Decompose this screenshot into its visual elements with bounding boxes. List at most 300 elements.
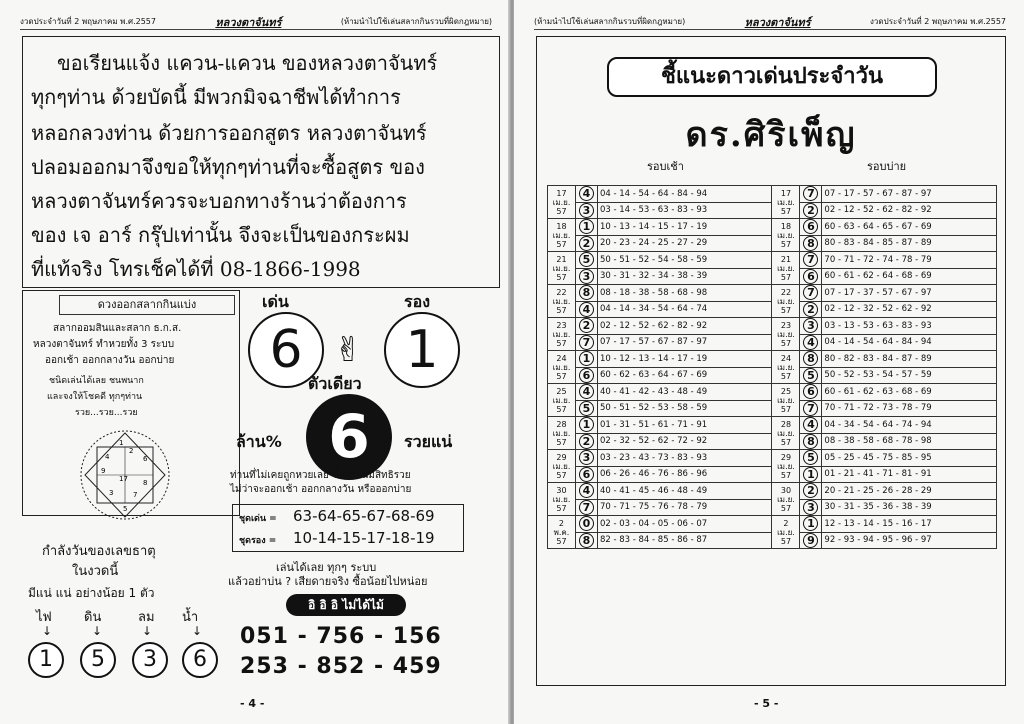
lead-digit: 5: [803, 368, 818, 383]
second-digit-circle: 1: [384, 312, 460, 388]
digit-cell: [575, 318, 597, 335]
date-mon: เม.ย.: [552, 428, 571, 438]
lead-digit: 6: [579, 368, 594, 383]
lead-digit: 3: [579, 269, 594, 284]
digit-cell: [575, 351, 597, 368]
second-label: รอง: [404, 292, 431, 311]
table-row: [548, 516, 997, 533]
lead-digit: 8: [803, 351, 818, 366]
lead-digit: 8: [803, 236, 818, 251]
date-mon: เม.ย.: [552, 197, 571, 207]
lead-digit: 6: [803, 384, 818, 399]
table-row: [548, 318, 997, 335]
number-set: 70 - 71 - 72 - 73 - 78 - 79: [822, 400, 997, 417]
date-yr: 57: [780, 470, 792, 480]
date-yr: 57: [780, 272, 792, 282]
lead-digit: 2: [579, 236, 594, 251]
digit-cell: [575, 202, 597, 219]
digit-cell: [800, 532, 822, 549]
lead-digit: 8: [579, 533, 594, 548]
set-play-label: ชุดเด่น =: [239, 514, 277, 524]
lead-digit: 1: [803, 467, 818, 482]
number-set: 07 - 17 - 57 - 67 - 87 - 97: [822, 186, 997, 203]
number-set: 08 - 38 - 58 - 68 - 78 - 98: [822, 433, 997, 450]
date-yr: 57: [780, 437, 792, 447]
lotto-line: ชนิดเล่นได้เลย ชนพนาก: [49, 376, 144, 386]
notice-line: หลอกลวงท่าน ด้วยการออกสูตร หลวงตาจันทร์: [31, 121, 427, 145]
date-yr: 57: [780, 239, 792, 249]
digit-cell: [575, 334, 597, 351]
lead-digit: 7: [803, 285, 818, 300]
number-set: 02 - 12 - 52 - 62 - 82 - 92: [822, 202, 997, 219]
digit-cell: [800, 483, 822, 500]
number-set: 30 - 31 - 35 - 36 - 38 - 39: [822, 499, 997, 516]
date-mon: เม.ย.: [777, 329, 795, 339]
date-mon: เม.ย.: [777, 494, 795, 504]
three-digit-number: 051: [240, 624, 289, 649]
number-set: 10 - 13 - 14 - 15 - 17 - 19: [597, 219, 772, 236]
banner-badge: อิ อิ อิ ไม่ได้ไม้: [286, 594, 406, 616]
date-mon: เม.ย.: [552, 263, 571, 273]
number-set: 80 - 82 - 83 - 84 - 87 - 89: [822, 351, 997, 368]
table-row: [548, 351, 997, 368]
right-header-brand: หลวงตาจันทร์: [744, 15, 811, 29]
date-mon: เม.ย.: [777, 263, 795, 273]
date-day: 29: [780, 452, 792, 462]
number-set: 04 - 14 - 34 - 54 - 64 - 74: [597, 301, 772, 318]
lead-digit: 4: [579, 483, 594, 498]
lead-digit: 1: [579, 219, 594, 234]
right-page: [514, 0, 1024, 724]
digit-cell: [800, 450, 822, 467]
date-day: 29: [556, 452, 567, 462]
lead-digit: 2: [579, 434, 594, 449]
date-cell: [772, 186, 800, 219]
date-mon: เม.ย.: [777, 527, 795, 537]
date-day: 2: [558, 518, 565, 528]
number-set: 05 - 25 - 45 - 75 - 85 - 95: [822, 450, 997, 467]
date-day: 24: [780, 353, 792, 363]
lead-digit: 0: [579, 516, 594, 531]
lead-digit: 2: [579, 318, 594, 333]
three-digit-number: 756: [316, 624, 366, 649]
date-yr: 57: [556, 206, 567, 216]
date-day: 2: [783, 518, 789, 528]
date-cell: [548, 384, 576, 417]
number-set: 03 - 14 - 53 - 63 - 83 - 93: [597, 202, 772, 219]
lead-digit: 5: [579, 252, 594, 267]
left-header-date: งวดประจำวันที่ 2 พฤษภาคม พ.ศ.2557: [20, 17, 156, 26]
lead-digit: 1: [803, 516, 818, 531]
rich-label: รวยแน่: [404, 432, 453, 451]
date-mon: เม.ย.: [777, 197, 795, 207]
lead-digit: 8: [579, 285, 594, 300]
date-day: 22: [556, 287, 567, 297]
date-cell: [548, 219, 576, 252]
number-set: 60 - 63 - 64 - 65 - 67 - 69: [822, 219, 997, 236]
element-name: ลม: [138, 610, 155, 625]
digit-cell: [800, 384, 822, 401]
number-set: 60 - 61 - 62 - 64 - 68 - 69: [822, 268, 997, 285]
left-header-brand: หลวงตาจันทร์: [215, 15, 282, 29]
three-digit-row: 051 - 756 - 156: [240, 624, 442, 649]
table-row: [548, 252, 997, 269]
lead-digit: 7: [579, 335, 594, 350]
morning-label: รอบเช้า: [647, 160, 684, 173]
lead-digit: 3: [579, 203, 594, 218]
digit-cell: [800, 202, 822, 219]
set-second-label: ชุดรอง =: [239, 536, 277, 546]
three-digit-number: 253: [240, 654, 289, 679]
lead-digit: 6: [579, 467, 594, 482]
promo-line: ท่านที่ไม่เคยถูกหวยเลย ซื้อตรงนี้มีสิทธิรวย: [230, 470, 411, 481]
date-cell: [772, 450, 800, 483]
digit-cell: [800, 400, 822, 417]
date-cell: [548, 186, 576, 219]
digit-cell: [575, 417, 597, 434]
digit-cell: [800, 499, 822, 516]
date-cell: [548, 516, 576, 549]
table-row: [548, 450, 997, 467]
number-set: 20 - 23 - 24 - 25 - 27 - 29: [597, 235, 772, 252]
lead-digit: 7: [579, 500, 594, 515]
number-set: 03 - 23 - 43 - 73 - 83 - 93: [597, 450, 772, 467]
date-mon: เม.ย.: [777, 296, 795, 306]
lead-digit: 7: [803, 252, 818, 267]
digit-cell: [575, 466, 597, 483]
date-yr: 57: [780, 305, 792, 315]
set-second-numbers: 10-14-15-17-18-19: [293, 529, 435, 547]
prediction-frame: [536, 36, 1006, 686]
lead-digit: 1: [579, 417, 594, 432]
notice-line: ปลอมออกมาจึงขอให้ทุกๆท่านที่จะซื้อสูตร ของ: [31, 155, 425, 179]
number-set: 92 - 93 - 94 - 95 - 96 - 97: [822, 532, 997, 549]
date-mon: เม.ย.: [777, 395, 795, 405]
number-set: 12 - 13 - 14 - 15 - 16 - 17: [822, 516, 997, 533]
date-mon: เม.ย.: [552, 362, 571, 372]
lotto-line: หลวงตาจันทร์ ทำหวยทั้ง 3 ระบบ: [33, 339, 175, 350]
date-cell: [772, 417, 800, 450]
number-set: 02 - 12 - 32 - 52 - 62 - 92: [822, 301, 997, 318]
number-set: 08 - 18 - 38 - 58 - 68 - 98: [597, 285, 772, 302]
set-box: [232, 504, 464, 552]
date-day: 28: [780, 419, 792, 429]
digit-cell: [575, 433, 597, 450]
table-row: [548, 285, 997, 302]
date-mon: เม.ย.: [552, 395, 571, 405]
wheel-number: 8: [143, 479, 148, 487]
date-cell: [548, 450, 576, 483]
element-digit: 5: [80, 642, 116, 678]
date-day: 17: [780, 188, 792, 198]
date-mon: เม.ย.: [777, 362, 795, 372]
number-set: 04 - 14 - 54 - 64 - 84 - 94: [822, 334, 997, 351]
wheel-number: 9: [101, 467, 106, 475]
three-digit-row: 253 - 852 - 459: [240, 654, 442, 679]
lead-digit: 3: [803, 500, 818, 515]
date-yr: 57: [780, 371, 792, 381]
date-yr: 57: [556, 503, 567, 513]
element-title: กำลังวันของเลขธาตุ: [42, 544, 156, 559]
date-yr: 57: [556, 437, 567, 447]
digit-cell: [800, 301, 822, 318]
left-header: [20, 14, 492, 30]
lead-digit: 2: [803, 483, 818, 498]
lead-digit: 6: [803, 269, 818, 284]
date-day: 21: [780, 254, 792, 264]
date-yr: 57: [556, 239, 567, 249]
page-title: ชี้แนะดาวเด่นประจำวัน: [607, 57, 937, 97]
date-mon: เม.ย.: [552, 494, 571, 504]
lead-digit: 3: [803, 318, 818, 333]
number-set: 07 - 17 - 37 - 57 - 67 - 97: [822, 285, 997, 302]
wheel-number: 6: [143, 455, 148, 463]
number-set: 04 - 34 - 54 - 64 - 74 - 94: [822, 417, 997, 434]
play-all-line: เล่นได้เลย ทุกๆ ระบบ: [276, 561, 377, 574]
wheel-number: 3: [109, 489, 114, 497]
digit-cell: [800, 516, 822, 533]
number-set: 02 - 32 - 52 - 62 - 72 - 92: [597, 433, 772, 450]
element-name: ดิน: [84, 610, 102, 625]
digit-cell: [575, 186, 597, 203]
number-set: 20 - 21 - 25 - 26 - 28 - 29: [822, 483, 997, 500]
digit-cell: [575, 285, 597, 302]
date-yr: 57: [556, 470, 567, 480]
right-header-date: งวดประจำวันที่ 2 พฤษภาคม พ.ศ.2557: [870, 17, 1006, 26]
lead-digit: 8: [803, 434, 818, 449]
lottery-section: [22, 290, 500, 684]
three-digit-number: 459: [392, 654, 442, 679]
date-cell: [772, 483, 800, 516]
notice-line: ขอเรียนแจ้ง แควน-แควน ของหลวงตาจันทร์: [57, 51, 438, 75]
date-day: 23: [556, 320, 567, 330]
three-digit-number: 852: [316, 654, 366, 679]
number-set: 02 - 03 - 04 - 05 - 06 - 07: [597, 516, 772, 533]
number-set: 30 - 31 - 32 - 34 - 38 - 39: [597, 268, 772, 285]
date-mon: พ.ค.: [553, 527, 570, 537]
date-cell: [548, 483, 576, 516]
page-number: - 5 -: [754, 697, 779, 710]
number-set: 07 - 17 - 57 - 67 - 87 - 97: [597, 334, 772, 351]
date-cell: [548, 417, 576, 450]
lead-digit: 4: [803, 335, 818, 350]
afternoon-label: รอบบ่าย: [867, 160, 907, 173]
element-subtitle: ในงวดนี้: [72, 564, 119, 579]
lottery-title: ดวงออกสลากกินแบ่ง: [59, 295, 235, 315]
digit-cell: [575, 516, 597, 533]
date-cell: [772, 351, 800, 384]
date-mon: เม.ย.: [552, 230, 571, 240]
wheel-number: 5: [123, 505, 128, 513]
astrology-wheel: [75, 425, 175, 525]
notice-line: ของ เจ อาร์ กรุ๊ปเท่านั้น จึงจะเป็นของกระผม: [31, 223, 410, 247]
number-set: 10 - 12 - 13 - 14 - 17 - 19: [597, 351, 772, 368]
lead-digit: 4: [803, 417, 818, 432]
date-mon: เม.ย.: [777, 428, 795, 438]
date-day: 18: [556, 221, 567, 231]
element-name: ไฟ: [36, 610, 52, 625]
arrow-down-icon: ↓: [192, 624, 203, 638]
lead-digit: 3: [579, 450, 594, 465]
lead-digit: 2: [803, 203, 818, 218]
prediction-table: [547, 185, 997, 549]
date-day: 25: [780, 386, 792, 396]
number-set: 60 - 61 - 62 - 63 - 68 - 69: [822, 384, 997, 401]
date-cell: [772, 219, 800, 252]
date-day: 22: [780, 287, 792, 297]
number-set: 03 - 13 - 53 - 63 - 83 - 93: [822, 318, 997, 335]
date-cell: [772, 384, 800, 417]
date-mon: เม.ย.: [552, 461, 571, 471]
lead-digit: 4: [579, 186, 594, 201]
date-yr: 57: [780, 404, 792, 414]
number-set: 50 - 51 - 52 - 53 - 58 - 59: [597, 400, 772, 417]
date-day: 23: [780, 320, 792, 330]
digit-cell: [575, 301, 597, 318]
element-digit: 3: [132, 642, 168, 678]
number-set: 70 - 71 - 72 - 74 - 78 - 79: [822, 252, 997, 269]
lead-digit: 9: [803, 533, 818, 548]
wheel-number: 2: [129, 447, 134, 455]
date-yr: 57: [556, 338, 567, 348]
lotto-line: และจงให้โชคดี ทุกๆท่าน: [47, 392, 143, 402]
digit-cell: [800, 268, 822, 285]
wheel-number: 4: [105, 453, 110, 461]
million-label: ล้าน%: [236, 432, 282, 451]
date-cell: [772, 516, 800, 549]
date-yr: 57: [556, 305, 567, 315]
element-name: น้ำ: [182, 610, 199, 625]
date-cell: [548, 351, 576, 384]
play-digit-circle: 6: [248, 312, 324, 388]
date-day: 30: [780, 485, 792, 495]
date-yr: 57: [556, 272, 567, 282]
digit-cell: [800, 318, 822, 335]
lead-digit: 7: [803, 186, 818, 201]
three-digit-number: 156: [392, 624, 442, 649]
element-digit: 6: [182, 642, 218, 678]
date-day: 25: [556, 386, 567, 396]
digit-cell: [800, 433, 822, 450]
set-play-numbers: 63-64-65-67-68-69: [293, 507, 435, 525]
notice-line: หลวงตาจันทร์ควรจะบอกทางร้านว่าต้องการ: [31, 189, 407, 213]
author-name: ดร.ศิริเพ็ญ: [685, 115, 857, 155]
wheel-number: 17: [119, 475, 128, 483]
digit-cell: [575, 499, 597, 516]
digit-cell: [575, 400, 597, 417]
date-day: 30: [556, 485, 567, 495]
table-row: [548, 417, 997, 434]
lotto-line: ออกเช้า ออกกลางวัน ออกบ่าย: [45, 355, 175, 366]
digit-cell: [575, 235, 597, 252]
digit-cell: [575, 483, 597, 500]
arrow-down-icon: ↓: [92, 624, 103, 638]
single-digit-circle: 6: [306, 394, 392, 480]
date-cell: [548, 252, 576, 285]
lead-digit: 6: [803, 219, 818, 234]
digit-cell: [800, 466, 822, 483]
date-mon: เม.ย.: [777, 230, 795, 240]
date-day: 21: [556, 254, 567, 264]
left-header-note: (ห้ามนำไปใช้เล่นสลากกินรวบที่ผิดกฎหมาย): [340, 17, 492, 26]
date-mon: เม.ย.: [552, 296, 571, 306]
right-header: [534, 14, 1006, 30]
date-yr: 57: [780, 503, 792, 513]
number-set: 02 - 12 - 52 - 62 - 82 - 92: [597, 318, 772, 335]
lotto-line: รวย...รวย...รวย: [75, 408, 138, 418]
lead-digit: 7: [803, 401, 818, 416]
lead-digit: 1: [579, 351, 594, 366]
date-yr: 57: [780, 206, 792, 216]
play-all-line: แล้วอย่าบ่น ? เสียดายจริง ซื้อน้อยไปหน่อย: [228, 575, 428, 588]
digit-cell: [800, 235, 822, 252]
date-cell: [548, 285, 576, 318]
lead-digit: 4: [579, 384, 594, 399]
table-row: [548, 384, 997, 401]
victory-hand-icon: ✌: [334, 330, 363, 370]
date-yr: 57: [556, 536, 567, 546]
lottery-box: [22, 290, 240, 516]
date-yr: 57: [556, 371, 567, 381]
notice-line: ทุกๆท่าน ด้วยบัดนี้ มีพวกมิจฉาชีพได้ทำการ: [31, 85, 401, 109]
number-set: 01 - 31 - 51 - 61 - 71 - 91: [597, 417, 772, 434]
digit-cell: [800, 219, 822, 236]
number-set: 70 - 71 - 75 - 76 - 78 - 79: [597, 499, 772, 516]
digit-cell: [575, 532, 597, 549]
date-yr: 57: [780, 338, 792, 348]
digit-cell: [575, 252, 597, 269]
arrow-down-icon: ↓: [42, 624, 53, 638]
warning-notice: [22, 36, 500, 288]
date-cell: [772, 285, 800, 318]
number-set: 82 - 83 - 84 - 85 - 86 - 87: [597, 532, 772, 549]
notice-line: ที่แท้จริง โทรเช็คได้ที่ 08-1866-1998: [31, 257, 361, 281]
digit-cell: [575, 384, 597, 401]
date-yr: 57: [556, 404, 567, 414]
left-page: [0, 0, 510, 724]
digit-cell: [800, 285, 822, 302]
digit-cell: [800, 417, 822, 434]
date-mon: เม.ย.: [777, 461, 795, 471]
date-cell: [772, 318, 800, 351]
lead-digit: 5: [579, 401, 594, 416]
digit-cell: [800, 334, 822, 351]
date-day: 18: [780, 221, 792, 231]
table-row: [548, 483, 997, 500]
date-mon: เม.ย.: [552, 329, 571, 339]
element-note: มีแน่ แน่ อย่างน้อย 1 ตัว: [28, 586, 155, 600]
number-set: 50 - 52 - 53 - 54 - 57 - 59: [822, 367, 997, 384]
date-cell: [772, 252, 800, 285]
arrow-down-icon: ↓: [142, 624, 153, 638]
date-yr: 57: [780, 536, 792, 546]
right-header-note: (ห้ามนำไปใช้เล่นสลากกินรวบที่ผิดกฎหมาย): [534, 17, 686, 26]
lead-digit: 2: [803, 302, 818, 317]
lead-digit: 4: [579, 302, 594, 317]
number-set: 80 - 83 - 84 - 85 - 87 - 89: [822, 235, 997, 252]
single-label: ตัวเดียว: [308, 374, 362, 393]
digit-cell: [800, 367, 822, 384]
digit-cell: [575, 268, 597, 285]
number-set: 01 - 21 - 41 - 71 - 81 - 91: [822, 466, 997, 483]
digit-cell: [800, 351, 822, 368]
lotto-line: สลากออมสินและสลาก ธ.ก.ส.: [53, 323, 182, 334]
number-set: 40 - 41 - 45 - 46 - 48 - 49: [597, 483, 772, 500]
digit-cell: [800, 186, 822, 203]
wheel-number: 7: [133, 491, 138, 499]
lead-digit: 5: [803, 450, 818, 465]
element-digit: 1: [28, 642, 64, 678]
